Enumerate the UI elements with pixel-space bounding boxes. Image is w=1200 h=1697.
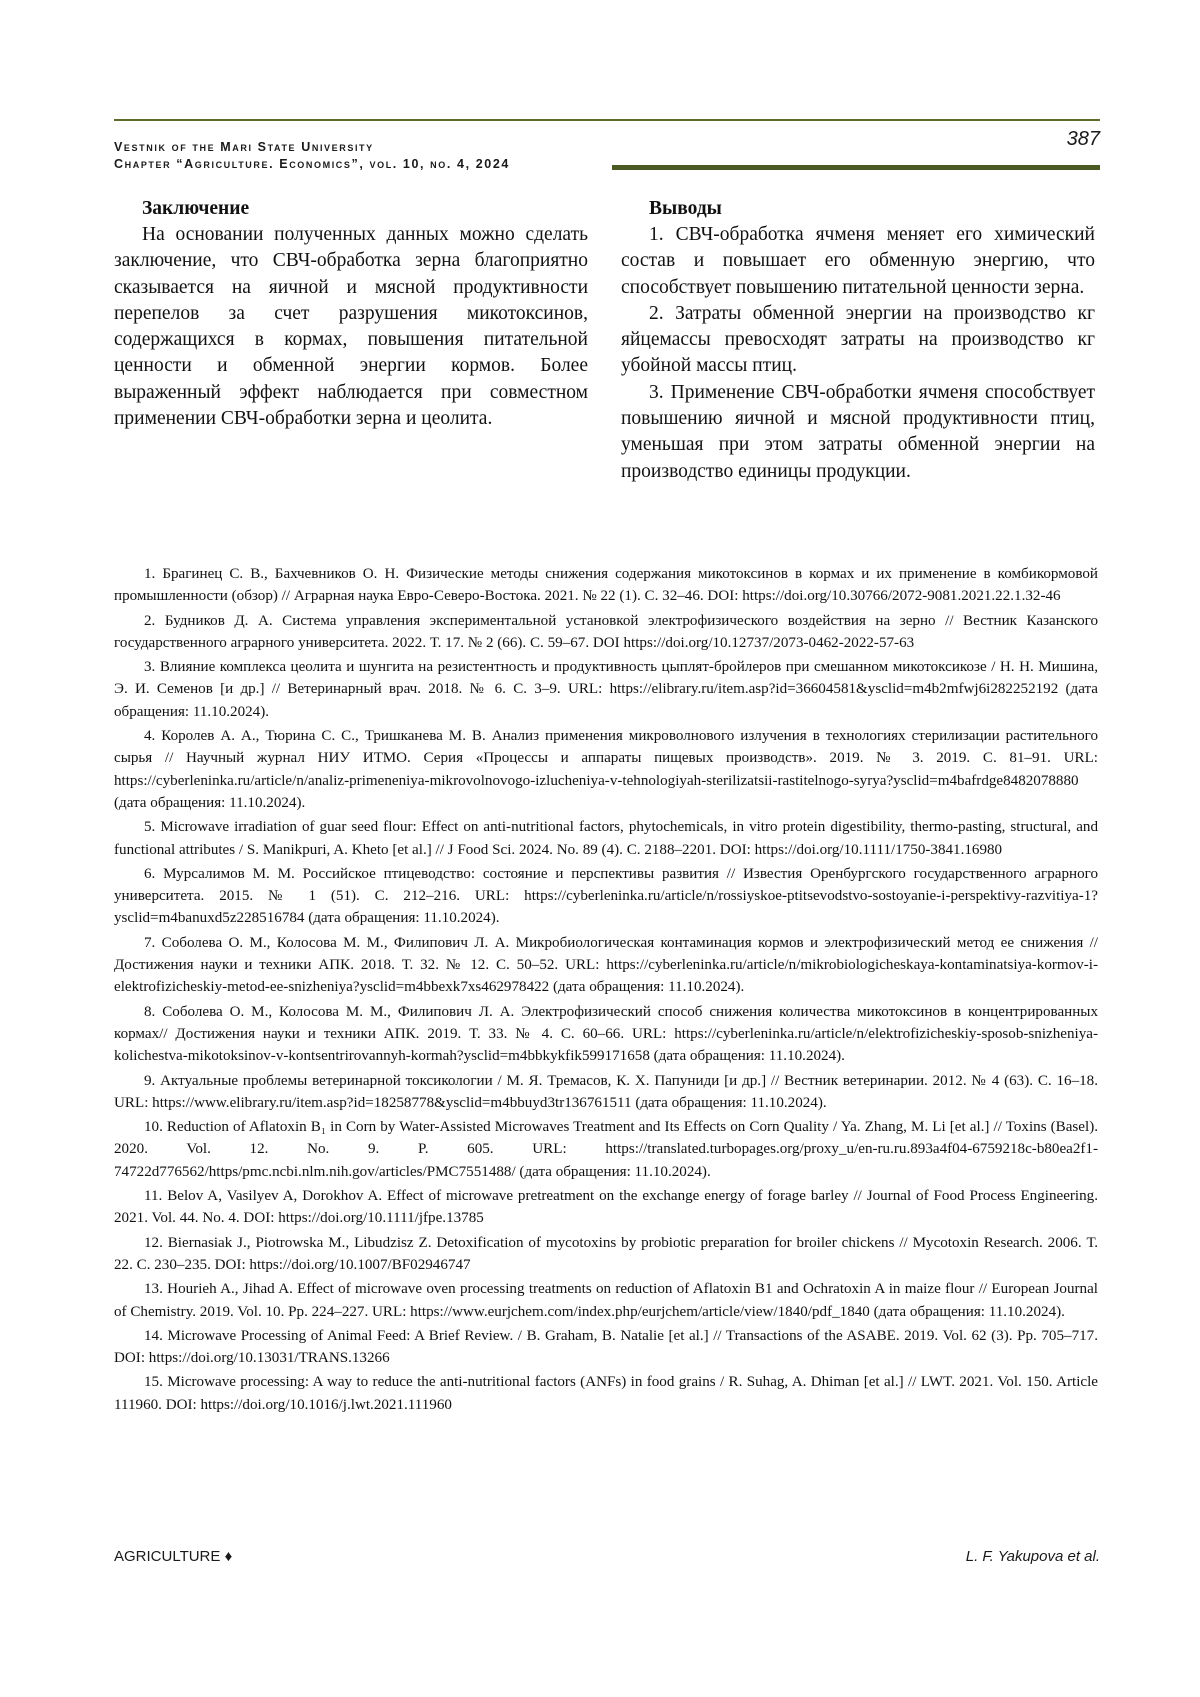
reference-item: 11. Belov A, Vasilyev A, Dorokhov A. Effect of microwave pretreatment on the exchange energy of forage barley // Journal of Food Process Engineering. 2021. Vol. 44. No. 4. DOI: https://doi.org/10.1111/jfpe.13785 bbox=[114, 1188, 1098, 1227]
findings-section bbox=[621, 196, 1095, 485]
finding-item-1: 1. СВЧ-обработка ячменя меняет его химический состав и повышает его обменную энергию, что способствует повышению питательной ценности зерна. bbox=[621, 224, 1095, 298]
finding-item-3: 3. Применение СВЧ-обработки ячменя способствует повышению яичной и мясной продуктивности птиц, уменьшая при этом затраты обменной энергии на производство единицы продукции. bbox=[621, 381, 1095, 482]
reference-item: 10. Reduction of Aflatoxin B₁ in Corn by Water-Assisted Microwaves Treatment and Its Effects on Corn Quality / Ya. Zhang, M. Li [et al.] // Toxins (Basel). 2020. Vol. 12. No. 9. P. 605. URL: https://translated.turbopages.org/proxy_u/en-ru.ru.893a4f04-6759218c-b80ea2f1-74722d776562/https/pmc.ncbi.nlm.nih.gov/articles/PMC7551488/ (дата обращения: 11.10.2024). bbox=[114, 1119, 1098, 1180]
footer-section-label: AGRICULTURE ♦ bbox=[114, 1548, 233, 1565]
reference-item: 15. Microwave processing: A way to reduce the anti-nutritional factors (ANFs) in food grains / R. Suhag, A. Dhiman [et al.] // LWT. 2021. Vol. 150. Article 111960. DOI: https://doi.org/10.1016/j.lwt.2021.111960 bbox=[114, 1374, 1098, 1413]
reference-item: 12. Biernasiak J., Piotrowska M., Libudzisz Z. Detoxification of mycotoxins by probiotic preparation for broiler chickens // Mycotoxin Research. 2006. Т. 22. С. 230–235. DOI: https://doi.org/10.1007/BF02946747 bbox=[114, 1234, 1098, 1273]
journal-title-line2: Chapter “Agriculture. Economics”, vol. 10, no. 4, 2024 bbox=[114, 157, 510, 171]
reference-item: 2. Будников Д. А. Система управления экспериментальной установкой электрофизического воздействия на зерно // Вестник Казанского государственного аграрного университета. 2022. Т. 17. № 2 (66). С. 59–67. DOI https://doi.org/10.12737/2073-0462-2022-57-63 bbox=[114, 612, 1098, 651]
finding-item-2: 2. Затраты обменной энергии на производство кг яйцемассы превосходят затраты на производство кг убойной массы птиц. bbox=[621, 302, 1095, 377]
reference-item: 13. Hourieh A., Jihad A. Effect of microwave oven processing treatments on reduction of Aflatoxin B1 and Ochratoxin A in maize flour // European Journal of Chemistry. 2019. Vol. 10. Pp. 224–227. URL: https://www.eurjchem.com/index.php/eurjchem/article/view/1840/pdf_1840 (дата обращения: 11.10.2024). bbox=[114, 1281, 1098, 1320]
conclusion-heading: Заключение bbox=[142, 198, 250, 219]
page-number: 387 bbox=[1066, 128, 1100, 150]
reference-item: 7. Соболева О. М., Колосова М. М., Филипович Л. А. Микробиологическая контаминация кормов и электрофизический метод ее снижения // Достижения науки и техники АПК. 2018. Т. 32. № 12. С. 50–52. URL: https://cyberleninka.ru/article/n/mikrobiologicheskaya-kontaminatsiya-kormov-i-elektrofizicheskiy-metod-ee-snizheniya?ysclid=m4bbexk7xs462978422 (дата обращения: 11.10.2024). bbox=[114, 934, 1098, 996]
header-section-rule bbox=[612, 165, 1100, 170]
reference-item: 8. Соболева О. М., Колосова М. М., Филипович Л. А. Электрофизический способ снижения количества микотоксинов в концентрированных кормах// Достижения науки и техники АПК. 2019. Т. 33. № 4. С. 60–66. URL: https://cyberleninka.ru/article/n/elektrofizicheskiy-sposob-snizheniya-kolichestva-mikotoksinov-v-kontsentrirovannyh-kormah?ysclid=m4bbkykfik599171658 (дата обращения: 11.10.2024). bbox=[114, 1003, 1098, 1065]
journal-title bbox=[114, 139, 510, 173]
reference-item: 1. Брагинец С. В., Бахчевников О. Н. Физические методы снижения содержания микотоксинов в кормах и их применение в комбикормовой промышленности (обзор) // Аграрная наука Евро-Северо-Востока. 2021. № 22 (1). С. 32–46. DOI: https://doi.org/10.30766/2072-9081.2021.22.1.32-46 bbox=[114, 566, 1098, 605]
reference-item: 14. Microwave Processing of Animal Feed: A Brief Review. / B. Graham, B. Natalie [et al.] // Transactions of the ASABE. 2019. Vol. 62 (3). Pp. 705–717. DOI: https://doi.org/10.13031/TRANS.13266 bbox=[114, 1327, 1098, 1367]
journal-title-line1: Vestnik of the Mari State University bbox=[114, 140, 374, 154]
reference-item: 5. Microwave irradiation of guar seed flour: Effect on anti-nutritional factors, phytochemicals, in vitro protein digestibility, thermo-pasting, structural, and functional attributes / S. Manikpuri, A. Kheto [et al.] // J Food Sci. 2024. No. 89 (4). С. 2188–2201. DOI: https://doi.org/10.1111/1750-3841.16980 bbox=[114, 819, 1098, 858]
reference-item: 4. Королев А. А., Тюрина С. С., Тришканева М. В. Анализ применения микроволнового излучения в технологиях стерилизации растительного сырья // Научный журнал НИУ ИТМО. Серия «Процессы и аппараты пищевых производств». 2019. № 3. 2019. С. 81–91. URL: https://cyberleninka.ru/article/n/analiz-primeneniya-mikrovolnovogo-izlucheniya-v-tehnologiyah-sterilizatsii-rastitelnogo-syrya?ysclid=m4bafrdge8482078880 (дата обращения: 11.10.2024). bbox=[114, 728, 1098, 811]
reference-item: 9. Актуальные проблемы ветеринарной токсикологии / М. Я. Тремасов, К. Х. Папуниди [и др.] // Вестник ветеринарии. 2012. № 4 (63). С. 16–18. URL: https://www.elibrary.ru/item.asp?id=18258778&ysclid=m4bbuyd3tr136761511 (дата обращения: 11.10.2024). bbox=[114, 1072, 1098, 1111]
header-top-rule bbox=[114, 119, 1100, 121]
findings-heading: Выводы bbox=[649, 198, 722, 219]
footer-authors: L. F. Yakupova et al. bbox=[965, 1548, 1100, 1565]
conclusion-section bbox=[114, 196, 588, 432]
reference-item: 6. Мурсалимов М. М. Российское птицеводство: состояние и перспективы развития // Известия Оренбургского государственного аграрного университета. 2015. № 1 (51). С. 212–216. URL: https://cyberleninka.ru/article/n/rossiyskoe-ptitsevodstvo-sostoyanie-i-perspektivy-razvitiya-1?ysclid=m4banuxd5z228516784 (дата обращения: 11.10.2024). bbox=[114, 865, 1098, 927]
reference-list bbox=[114, 563, 1098, 1418]
reference-item: 3. Влияние комплекса цеолита и шунгита на резистентность и продуктивность цыплят-бройлеров при смешанном микотоксикозе / Н. Н. Мишина, Э. И. Семенов [и др.] // Ветеринарный врач. 2018. № 6. С. 3–9. URL: https://elibrary.ru/item.asp?id=36604581&ysclid=m4b2mfwj6i282252192 (дата обращения: 11.10.2024). bbox=[114, 659, 1098, 720]
conclusion-paragraph: На основании полученных данных можно сделать заключение, что СВЧ-обработка зерна благоприятно сказывается на яичной и мясной продуктивности перепелов за счет разрушения микотоксинов, содержащихся в кормах, повышения питательной ценности и обменной энергии кормов. Более выраженный эффект наблюдается при совместном применении СВЧ-обработки зерна и цеолита. bbox=[114, 224, 588, 430]
